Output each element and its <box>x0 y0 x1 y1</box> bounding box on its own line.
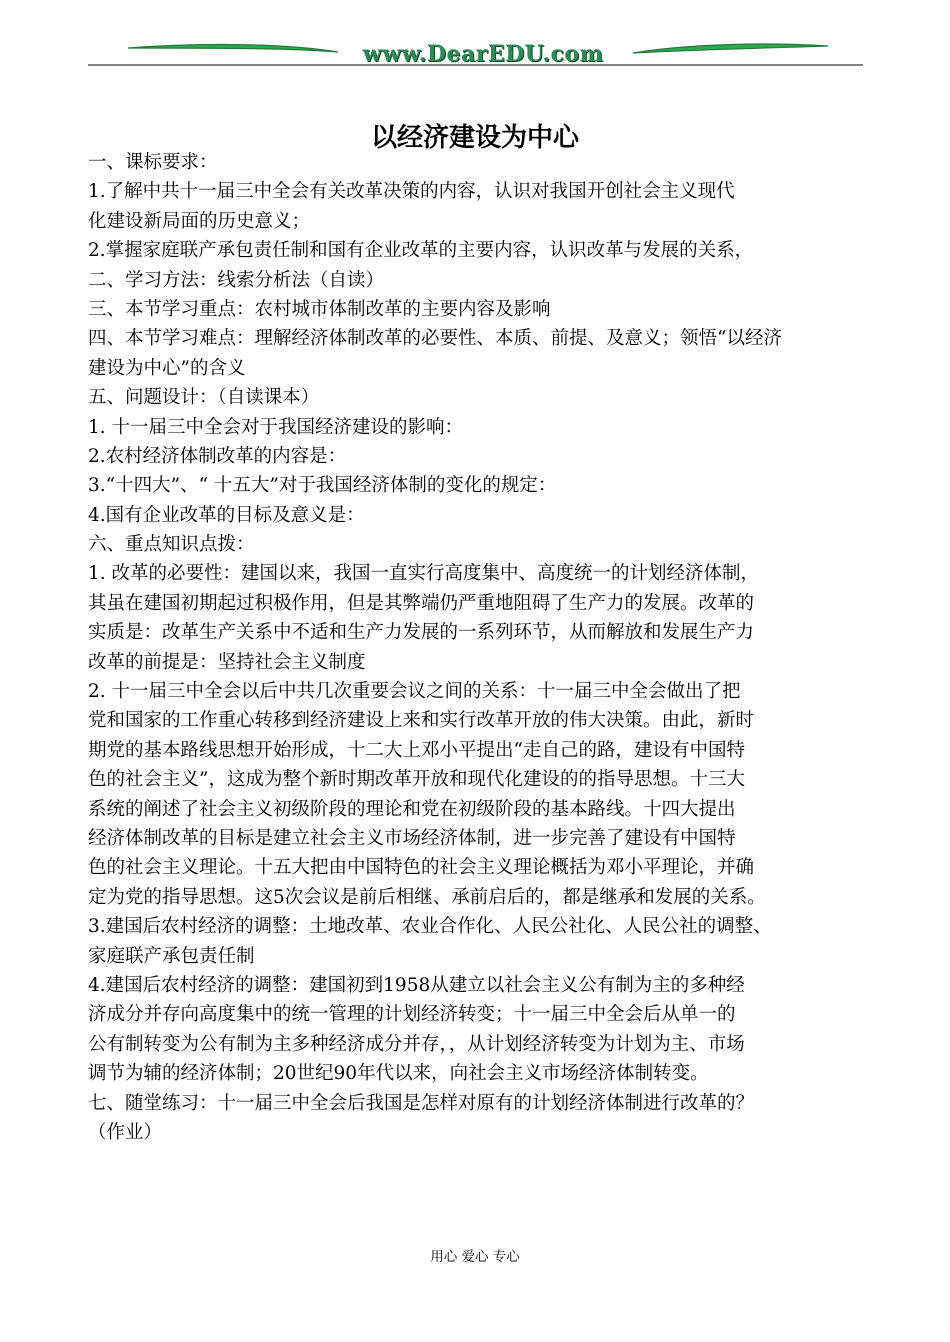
text-line: 调节为辅的经济体制；20世纪90年代以来，向社会主义市场经济体制转变。 <box>88 1063 709 1085</box>
text-line: 1. 十一届三中全会对于我国经济建设的影响： <box>88 416 464 438</box>
document-body <box>88 148 868 1147</box>
text-line: 一、课标要求： <box>88 152 218 173</box>
page-header <box>88 36 863 72</box>
text-line: 4.建国后农村经济的调整：建国初到1958从建立以社会主义公有制为主的多种经 <box>88 974 745 996</box>
text-line: 党和国家的工作重心转移到经济建设上来和实行改革开放的伟大决策。由此，新时 <box>88 710 755 732</box>
text-line: 其虽在建国初期起过积极作用，但是其弊端仍严重地阻碍了生产力的发展。改革的 <box>88 592 755 614</box>
text-line: 2. 十一届三中全会以后中共几次重要会议之间的关系：十一届三中全会做出了把 <box>88 681 741 703</box>
text-line: 济成分并存向高度集中的统一管理的计划经济转变；十一届三中全会后从单一的 <box>88 1004 736 1026</box>
text-line: 二、学习方法：线索分析法（自读） <box>88 269 385 291</box>
text-line: 六、重点知识点拨： <box>88 534 255 556</box>
document-title: 以经济建设为中心 <box>370 123 579 153</box>
text-line: 七、随堂练习：十一届三中全会后我国是怎样对原有的计划经济体制进行改革的？ <box>88 1092 755 1114</box>
text-line: 色的社会主义”，这成为整个新时期改革开放和现代化建设的的指导思想。十三大 <box>88 769 745 791</box>
header-site-logo: www.DearEDU.com <box>362 41 604 67</box>
text-line: 化建设新局面的历史意义； <box>88 210 311 232</box>
text-line: 五、问题设计：（自读课本） <box>88 387 320 409</box>
text-line: 公有制转变为公有制为主多种经济成分并存，，从计划经济转变为计划为主、市场 <box>88 1033 745 1055</box>
text-line: 4.国有企业改革的目标及意义是： <box>88 504 365 526</box>
text-line: 定为党的指导思想。这5次会议是前后相继、承前启后的，都是继承和发展的关系。 <box>88 886 766 908</box>
text-line: 2.掌握家庭联产承包责任制和国有企业改革的主要内容，认识改革与发展的关系， <box>88 240 754 262</box>
text-line: 2.农村经济体制改革的内容是： <box>88 445 347 467</box>
text-line: 经济体制改革的目标是建立社会主义市场经济体制，进一步完善了建设有中国特 <box>88 827 736 849</box>
text-line: （作业） <box>88 1121 163 1143</box>
text-line: 3.建国后农村经济的调整：土地改革、农业合作化、人民公社化、人民公社的调整、 <box>88 916 772 938</box>
text-line: 建设为中心”的含义 <box>88 357 246 379</box>
page-footer: 用心 爱心 专心 <box>430 1249 520 1265</box>
text-line: 3.“十四大”、“ 十五大”对于我国经济体制的变化的规定： <box>88 475 557 497</box>
text-line: 1.了解中共十一届三中全会有关改革决策的内容，认识对我国开创社会主义现代 <box>88 181 735 203</box>
text-line: 三、本节学习重点：农村城市体制改革的主要内容及影响 <box>88 298 551 320</box>
text-line: 家庭联产承包责任制 <box>88 945 255 967</box>
text-line: 四、本节学习难点：理解经济体制改革的必要性、本质、前提、及意义；领悟“以经济 <box>88 328 782 350</box>
text-line: 系统的阐述了社会主义初级阶段的理论和党在初级阶段的基本路线。十四大提出 <box>88 798 736 820</box>
text-line: 色的社会主义理论。十五大把由中国特色的社会主义理论概括为邓小平理论，并确 <box>88 857 755 879</box>
text-line: 1. 改革的必要性：建国以来，我国一直实行高度集中、高度统一的计划经济体制， <box>88 563 760 585</box>
text-line: 改革的前提是：坚持社会主义制度 <box>88 651 366 673</box>
text-line: 期党的基本路线思想开始形成，十二大上邓小平提出“走自己的路，建设有中国特 <box>88 739 745 761</box>
text-line: 实质是：改革生产关系中不适和生产力发展的一系列环节，从而解放和发展生产力 <box>88 622 755 644</box>
